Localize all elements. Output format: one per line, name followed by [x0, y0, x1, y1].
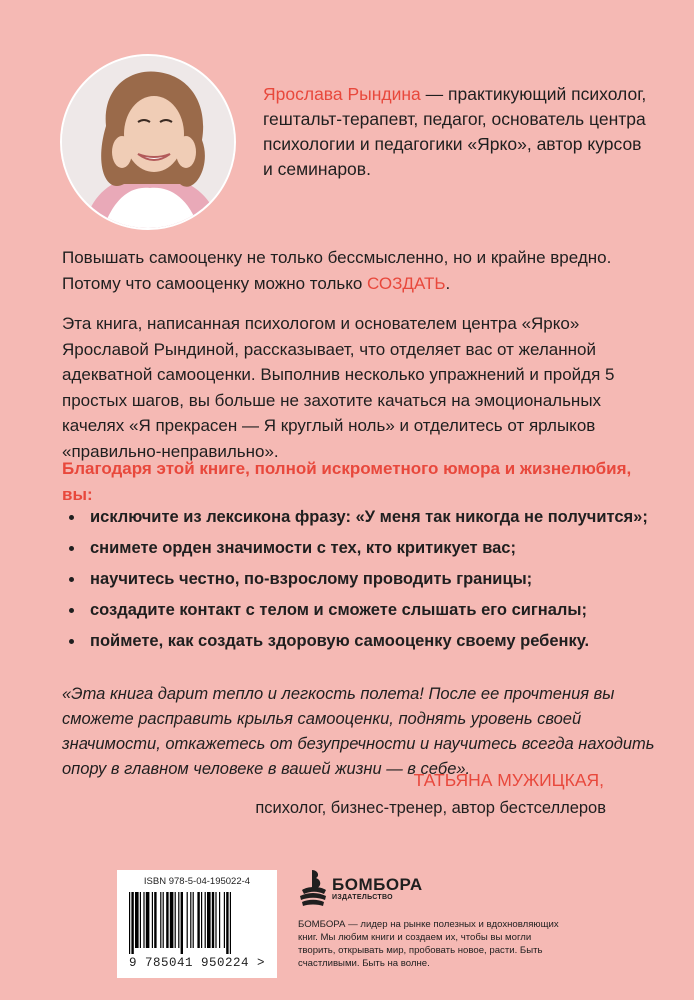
publisher-logo — [298, 868, 498, 918]
benefits-heading: Благодаря этой книге, полной искрометного юмора и жизнелюбия, вы: — [62, 459, 632, 504]
bullet-icon — [69, 546, 74, 551]
barcode-bar — [230, 892, 231, 954]
author-name: Ярослава Рындина — [263, 84, 421, 104]
bullet-icon — [69, 639, 74, 644]
barcode-bar — [193, 892, 194, 948]
publisher-logo-icon — [298, 868, 328, 908]
benefit-item — [62, 567, 662, 592]
barcode-bar — [135, 892, 139, 948]
barcode-bar — [181, 892, 183, 954]
barcode-bar — [226, 892, 228, 954]
intro-paragraph — [62, 245, 662, 296]
barcode-bar — [166, 892, 168, 948]
testimonial-quote: «Эта книга дарит тепло и легкость полета! После ее прочтения вы сможете расправить крылья самооценки, поднять уровень своей значимости, откажетесь от безупречности и научитесь всегда находить опору в главном человеке в вашей жизни — в себе». — [62, 685, 655, 778]
barcode-bar — [129, 892, 130, 954]
barcode-bar — [197, 892, 199, 948]
bullet-icon — [69, 608, 74, 613]
barcode-bar — [175, 892, 176, 948]
intro-text: Повышать самооценку не только бессмысленно, но и крайне вредно. Потому что самооценку можно только — [62, 248, 612, 293]
barcode-bar — [140, 892, 141, 948]
author-bio — [263, 82, 653, 182]
description-paragraph: Эта книга, написанная психологом и основателем центра «Ярко» Ярославой Рындиной, рассказывает, что отделяет вас от желанной адекватной самооценки. Выполнив несколько упражнений и пройдя 5 простых шагов, вы больше не захотите качаться на эмоциональных качелях «Я прекрасен — Я круглый ноль» и отделитесь от ярлыков «правильно-неправильно». — [62, 314, 615, 461]
benefit-item — [62, 629, 662, 654]
isbn-label: ISBN 978-5-04-195022-4 — [143, 876, 251, 887]
intro-highlight: СОЗДАТЬ — [367, 273, 446, 293]
barcode-bar — [190, 892, 191, 948]
author-photo — [60, 54, 236, 230]
benefit-item — [62, 536, 662, 561]
barcode-bar — [131, 892, 133, 954]
benefit-text: исключите из лексикона фразу: «У меня так никогда не получится»; — [90, 508, 648, 526]
benefit-item — [62, 505, 662, 530]
publisher-subtitle: ИЗДАТЕЛЬСТВО — [332, 894, 393, 901]
benefit-text: научитесь честно, по-взрослому проводить границы; — [90, 570, 533, 588]
barcode-bar — [219, 892, 220, 948]
publisher-name: БОМБОРА — [332, 875, 423, 894]
barcode-bar — [224, 892, 225, 948]
barcode-bar — [170, 892, 174, 948]
benefits-list — [62, 505, 662, 660]
barcode-bar — [163, 892, 164, 948]
author-bio-text: — практикующий психолог, гештальт-терапевт, педагог, основатель центра психологии и педагогики «Ярко», автор курсов и семинаров. — [263, 84, 647, 179]
barcode-bar — [212, 892, 214, 948]
quote-author-role: психолог, бизнес-тренер, автор бестселлеров — [255, 799, 606, 817]
benefit-text: поймете, как создать здоровую самооценку своему ребенку. — [90, 632, 590, 650]
barcode-bar — [146, 892, 150, 948]
author-portrait-illustration — [62, 56, 236, 230]
barcode-bar — [207, 892, 211, 948]
barcode-bar — [160, 892, 161, 948]
benefit-item — [62, 598, 662, 623]
barcode-bar — [201, 892, 202, 948]
publisher-description: БОМБОРА — лидер на рынке полезных и вдохновляющих книг. Мы любим книги и создаем их, чтобы вы могли творить, открывать мир, пробовать новое, расти. Быть счастливыми. Быть на волне. — [298, 919, 559, 969]
barcode-bar — [154, 892, 156, 948]
benefit-text: создадите контакт с телом и сможете слышать его сигналы; — [90, 601, 587, 619]
barcode-bar — [205, 892, 206, 948]
intro-end: . — [445, 273, 451, 293]
barcode-bar — [178, 892, 179, 948]
benefit-text: снимете орден значимости с тех, кто критикует вас; — [90, 539, 516, 557]
bullet-icon — [69, 577, 74, 582]
barcode-bar — [143, 892, 144, 948]
quote-author: ТАТЬЯНА МУЖИЦКАЯ, — [413, 770, 604, 790]
barcode-bar — [152, 892, 153, 948]
bullet-icon — [69, 515, 74, 520]
barcode-graphic — [127, 892, 267, 954]
barcode-panel — [117, 870, 277, 978]
barcode-digits: 9 785041 950224 > — [128, 956, 266, 970]
barcode-bar — [215, 892, 216, 948]
barcode-bar — [187, 892, 188, 948]
